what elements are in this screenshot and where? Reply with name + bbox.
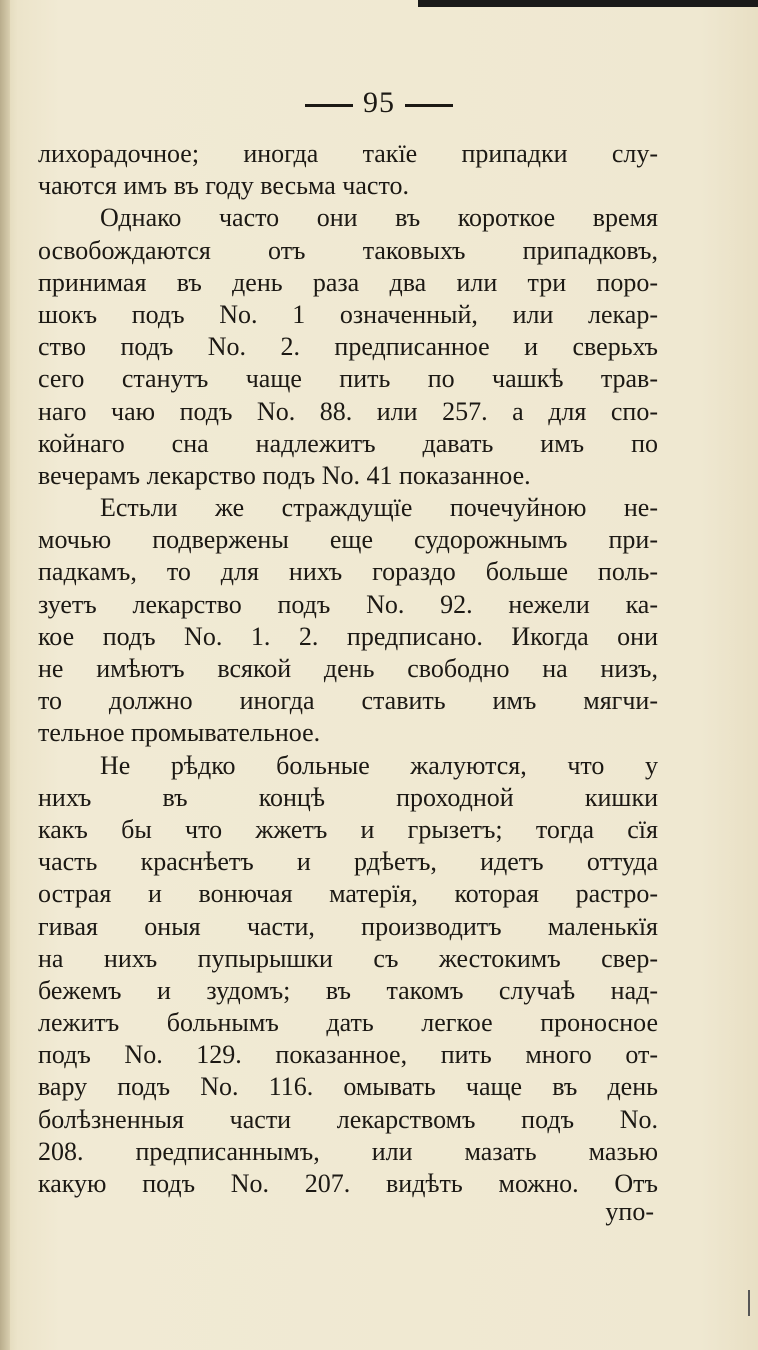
text-line: чаются имъ въ году весьма часто.	[38, 171, 409, 201]
text-line: не имѣютъ всякой день свободно на низъ,	[38, 654, 658, 683]
header-dash-right	[405, 104, 453, 107]
margin-mark	[748, 1290, 750, 1316]
text-line: наго чаю подъ No. 88. или 257. а для спо-	[38, 396, 658, 426]
text-line: Не рѣдко больные жалуются, что у	[100, 750, 658, 780]
header-dash-left	[305, 104, 353, 107]
text-line: шокъ подъ No. 1 означенный, или лекар-	[38, 299, 658, 329]
catchword: упо-	[605, 1197, 654, 1226]
paragraph	[38, 750, 658, 1201]
text-line: тельное промывательное.	[38, 718, 321, 748]
text-line: нихъ въ концѣ проходной кишки	[38, 782, 658, 812]
text-line: острая и вонючая матерїя, которая растро-	[38, 879, 658, 909]
paragraph	[38, 202, 658, 492]
paragraph	[38, 492, 658, 750]
text-line: кое подъ No. 1. 2. предписано. Икогда они	[38, 621, 658, 651]
text-line: 208. предписаннымъ, или мазать мазью	[38, 1136, 658, 1166]
text-line: принимая въ день раза два или три поро-	[38, 267, 658, 297]
page-number: 95	[363, 86, 395, 119]
text-line: то должно иногда ставить имъ мягчи-	[38, 686, 658, 716]
text-line: какъ бы что жжетъ и грызетъ; тогда сїя	[38, 814, 658, 844]
text-line: койнаго сна надлежитъ давать имъ по	[38, 428, 658, 458]
text-line: ство подъ No. 2. предписанное и сверьхъ	[38, 332, 658, 362]
text-line: вару подъ No. 116. омывать чаще въ день	[38, 1072, 658, 1102]
text-line: сего станутъ чаще пить по чашкѣ трав-	[38, 364, 658, 394]
text-line: Естьли же страждущїе почечуйною не-	[100, 493, 658, 523]
text-line: бежемъ и зудомъ; въ такомъ случаѣ над-	[38, 975, 658, 1005]
paragraph	[38, 138, 658, 202]
text-line: гивая оныя части, производитъ маленькїя	[38, 911, 658, 941]
text-line: освобождаются отъ таковыхъ припадковъ,	[38, 235, 658, 265]
text-line: вечерамъ лекарство подъ No. 41 показанное.	[38, 460, 531, 490]
text-line: подъ No. 129. показанное, пить много от-	[38, 1040, 658, 1070]
text-line: падкамъ, то для нихъ гораздо больше поль-	[38, 557, 658, 587]
text-line: Однако часто они въ короткое время	[100, 203, 658, 233]
text-line: болѣзненныя части лекарствомъ подъ No.	[38, 1104, 658, 1134]
text-line: лежитъ больнымъ дать легкое проносное	[38, 1008, 658, 1038]
text-line: на нихъ пупырышки съ жестокимъ свер-	[38, 943, 658, 973]
page-spine-shadow	[0, 0, 10, 1350]
text-line: зуетъ лекарство подъ No. 92. нежели ка-	[38, 589, 658, 619]
text-line: часть краснѣетъ и рдѣетъ, идетъ оттуда	[38, 847, 658, 877]
body-text	[38, 138, 658, 1200]
scan-edge-bar	[418, 0, 758, 7]
text-line: лихорадочное; иногда такїе припадки слу-	[38, 139, 658, 168]
page-header	[0, 86, 758, 120]
text-line: какую подъ No. 207. видѣть можно. Отъ	[38, 1169, 658, 1198]
text-line: мочью подвержены еще судорожнымъ при-	[38, 525, 658, 555]
